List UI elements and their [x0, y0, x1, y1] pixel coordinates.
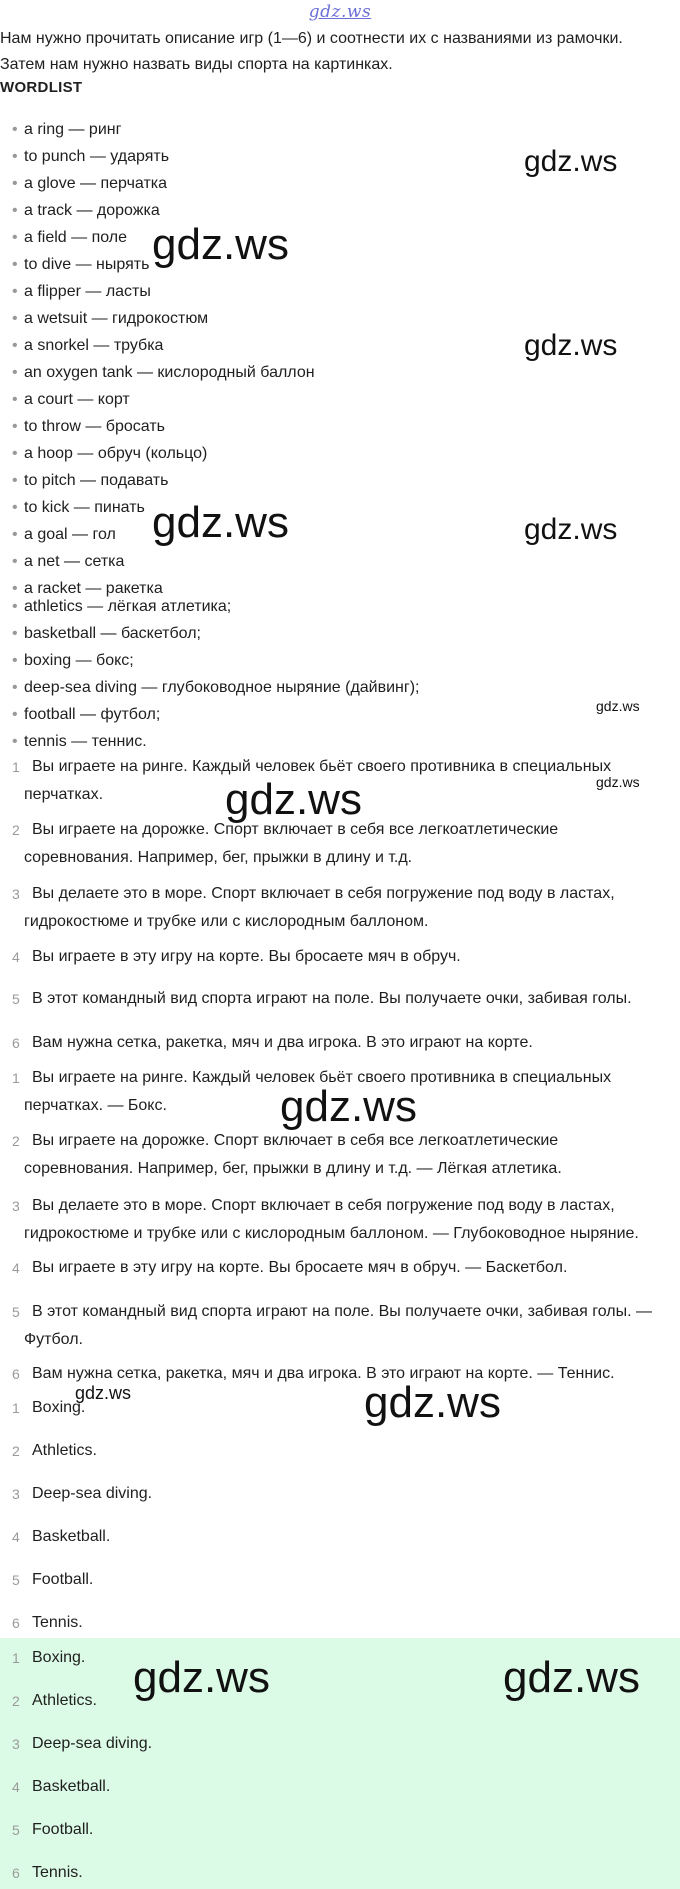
wordlist-item: • a field — поле	[12, 224, 315, 251]
watermark: gdz.ws	[524, 145, 618, 178]
item-number: 6	[12, 1865, 20, 1881]
item-number: 6	[12, 1615, 20, 1631]
item-text-line: Вы играете на ринге. Каждый человек бьёт своего противника в специальных	[32, 758, 612, 775]
item-text-line: В этот командный вид спорта играют на поле. Вы получаете очки, забивая голы.	[32, 990, 632, 1007]
numbered-item	[0, 1859, 680, 1887]
numbered-item	[0, 985, 680, 1013]
intro-text	[0, 26, 623, 78]
item-text-line: соревнования. Например, бег, прыжки в длину и т.д. — Лёгкая атлетика.	[24, 1160, 562, 1177]
wordlist-item: • a glove — перчатка	[12, 170, 315, 197]
wordlist-item: • a snorkel — трубка	[12, 332, 315, 359]
watermark: gdz.ws	[133, 1653, 270, 1702]
wordlist-item: • a flipper — ласты	[12, 278, 315, 305]
watermark: gdz.ws	[596, 774, 640, 790]
item-number: 5	[12, 1822, 20, 1838]
item-text-line: Вы играете на дорожке. Спорт включает в себя все легкоатлетические	[32, 821, 559, 838]
item-text-line: Athletics.	[32, 1692, 97, 1709]
item-text	[0, 1029, 680, 1057]
item-number: 5	[12, 1304, 20, 1320]
item-text	[0, 1437, 680, 1465]
item-number: 3	[12, 1486, 20, 1502]
item-number: 1	[12, 1650, 20, 1666]
wordlist-item: • a net — сетка	[12, 548, 315, 575]
item-text	[0, 1730, 680, 1758]
item-text-line: перчатках. — Бокс.	[24, 1097, 167, 1114]
wordlist-item: • an oxygen tank — кислородный баллон	[12, 359, 315, 386]
item-number: 2	[12, 822, 20, 838]
item-text-line: Football.	[32, 1821, 94, 1838]
item-text	[0, 1523, 680, 1551]
item-text-line: Вы играете на ринге. Каждый человек бьёт своего противника в специальных	[32, 1069, 612, 1086]
item-number: 6	[12, 1035, 20, 1051]
wordlist-item: • to pitch — подавать	[12, 467, 315, 494]
numbered-item	[0, 1566, 680, 1594]
item-text-line: гидрокостюме и трубке или с кислородным баллоном. — Глубоководное ныряние.	[24, 1225, 639, 1242]
item-text-line: Футбол.	[24, 1331, 83, 1348]
item-text	[0, 1773, 680, 1801]
watermark: gdz.ws	[75, 1383, 132, 1403]
item-number: 2	[12, 1133, 20, 1149]
item-text	[0, 1254, 680, 1282]
wordlist-item: • a ring — ринг	[12, 116, 315, 143]
item-text-line: Tennis.	[32, 1614, 83, 1631]
numbered-item	[0, 1192, 680, 1248]
sports-list-item: • deep-sea diving — глубоководное ныряние (дайвинг);	[12, 674, 420, 701]
wordlist-item: • a racket — ракетка	[12, 575, 315, 602]
wordlist-item: • to throw — бросать	[12, 413, 315, 440]
item-text-line: перчатках.	[24, 786, 104, 803]
numbered-item	[0, 1730, 680, 1758]
item-number: 5	[12, 991, 20, 1007]
wordlist-item: • a track — дорожка	[12, 197, 315, 224]
wordlist-item: • to punch — ударять	[12, 143, 315, 170]
item-text	[0, 1192, 680, 1248]
item-text-line: Вы играете на дорожке. Спорт включает в себя все легкоатлетические	[32, 1132, 559, 1149]
numbered-item	[0, 1298, 680, 1354]
item-text	[0, 985, 680, 1013]
item-number: 2	[12, 1693, 20, 1709]
item-number: 1	[12, 1070, 20, 1086]
item-number: 1	[12, 759, 20, 775]
item-text	[0, 1566, 680, 1594]
numbered-item	[0, 1480, 680, 1508]
watermark: gdz.ws	[524, 513, 618, 546]
intro-line: Нам нужно прочитать описание игр (1—6) и соотнести их с названиями из рамочки.	[0, 30, 623, 47]
item-text-line: В этот командный вид спорта играют на поле. Вы получаете очки, забивая голы. —	[32, 1303, 652, 1320]
watermark: gdz.ws	[364, 1378, 501, 1427]
wordlist-heading: WORDLIST	[0, 79, 83, 96]
item-text-line: Вы делаете это в море. Спорт включает в себя погружение под воду в ластах,	[32, 1197, 615, 1214]
wordlist-item: • to dive — нырять	[12, 251, 315, 278]
site-logo[interactable]: gdz.ws	[308, 2, 372, 22]
numbered-item	[0, 1816, 680, 1844]
item-text-line: Вам нужна сетка, ракетка, мяч и два игрока. В это играют на корте.	[32, 1034, 533, 1051]
item-text-line: Athletics.	[32, 1442, 97, 1459]
numbered-item	[0, 1523, 680, 1551]
item-text-line: Boxing.	[32, 1399, 86, 1416]
item-text-line: Вы играете в эту игру на корте. Вы бросаете мяч в обруч. — Баскетбол.	[32, 1259, 568, 1276]
sports-list-item: • football — футбол;	[12, 701, 420, 728]
watermark: gdz.ws	[152, 220, 289, 269]
watermark: gdz.ws	[596, 698, 640, 714]
item-text-line: Deep-sea diving.	[32, 1485, 153, 1502]
numbered-item	[0, 1254, 680, 1282]
intro-line: Затем нам нужно назвать виды спорта на картинках.	[0, 56, 393, 73]
numbered-item	[0, 1127, 680, 1183]
sports-list-item: • boxing — бокс;	[12, 647, 420, 674]
item-text	[0, 1859, 680, 1887]
numbered-item	[0, 1773, 680, 1801]
item-text-line: Вы делаете это в море. Спорт включает в себя погружение под воду в ластах,	[32, 885, 615, 902]
item-number: 3	[12, 1736, 20, 1752]
item-number: 3	[12, 886, 20, 902]
item-text-line: гидрокостюме и трубке или с кислородным баллоном.	[24, 913, 429, 930]
sports-list-item: • tennis — теннис.	[12, 728, 420, 755]
item-text	[0, 1127, 680, 1183]
item-text	[0, 1609, 680, 1637]
item-text	[0, 1816, 680, 1844]
watermark: gdz.ws	[225, 775, 362, 824]
watermark: gdz.ws	[152, 498, 289, 547]
item-text-line: Deep-sea diving.	[32, 1735, 153, 1752]
item-number: 4	[12, 1529, 20, 1545]
item-text-line: Вы играете в эту игру на корте. Вы бросаете мяч в обруч.	[32, 948, 461, 965]
wordlist-item: • a hoop — обруч (кольцо)	[12, 440, 315, 467]
watermark: gdz.ws	[524, 329, 618, 362]
item-number: 5	[12, 1572, 20, 1588]
wordlist-item: • to kick — пинать	[12, 494, 315, 521]
watermark: gdz.ws	[280, 1082, 417, 1131]
item-number: 4	[12, 1779, 20, 1795]
item-number: 6	[12, 1366, 20, 1382]
numbered-item	[0, 1609, 680, 1637]
item-text	[0, 1298, 680, 1354]
numbered-item	[0, 1437, 680, 1465]
item-text-line: Boxing.	[32, 1649, 86, 1666]
sports-list-item: • basketball — баскетбол;	[12, 620, 420, 647]
sports-list-item: • athletics — лёгкая атлетика;	[12, 593, 420, 620]
item-text-line: соревнования. Например, бег, прыжки в длину и т.д.	[24, 849, 413, 866]
numbered-item	[0, 943, 680, 971]
item-text-line: Football.	[32, 1571, 94, 1588]
item-text-line: Basketball.	[32, 1778, 111, 1795]
wordlist-item: • a goal — гол	[12, 521, 315, 548]
item-text	[0, 880, 680, 936]
sports-list	[12, 593, 420, 755]
item-number: 1	[12, 1400, 20, 1416]
numbered-item	[0, 1029, 680, 1057]
item-text-line: Вам нужна сетка, ракетка, мяч и два игрока. В это играют на корте. — Теннис.	[32, 1365, 615, 1382]
item-number: 3	[12, 1198, 20, 1214]
numbered-item	[0, 880, 680, 936]
wordlist-item: • a court — корт	[12, 386, 315, 413]
item-number: 4	[12, 949, 20, 965]
item-text-line: Tennis.	[32, 1864, 83, 1881]
watermark: gdz.ws	[503, 1653, 640, 1702]
item-number: 4	[12, 1260, 20, 1276]
item-text	[0, 943, 680, 971]
item-text-line: Basketball.	[32, 1528, 111, 1545]
item-number: 2	[12, 1443, 20, 1459]
item-text	[0, 1480, 680, 1508]
wordlist-item: • a wetsuit — гидрокостюм	[12, 305, 315, 332]
